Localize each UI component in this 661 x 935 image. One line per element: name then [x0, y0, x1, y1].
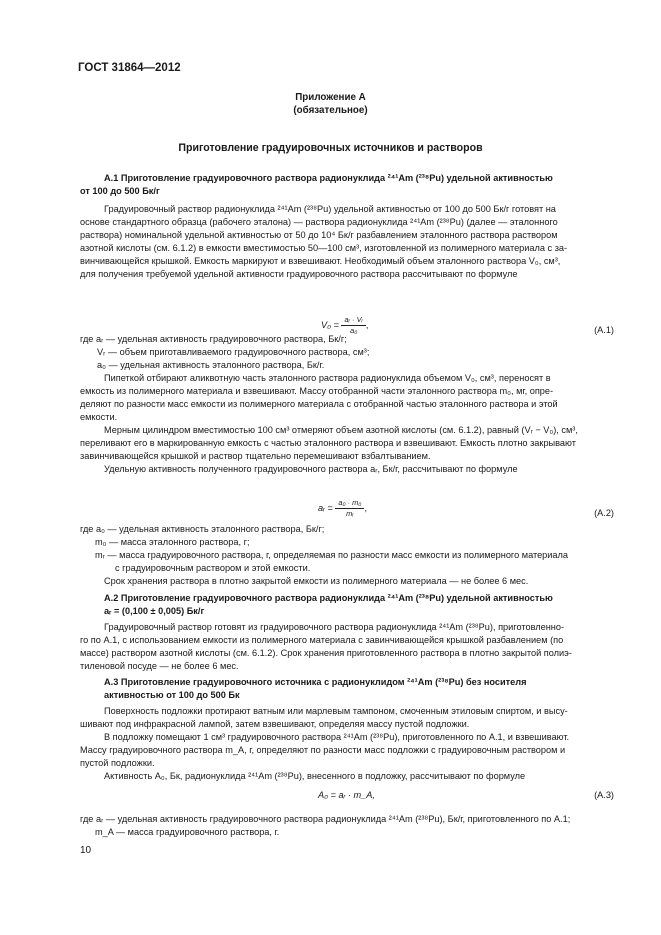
section-a1-heading-cont: от 100 до 500 Бк/г	[80, 186, 160, 196]
formula-fraction	[335, 498, 364, 519]
section-a3-heading-cont: активностью от 100 до 500 Бк	[104, 690, 240, 700]
where-line: Vᵣ — объем приготавливаемого градуировочного раствора, см³;	[97, 347, 370, 357]
equation-number: (А.1)	[594, 325, 614, 335]
formula-denominator: mᵣ	[346, 509, 354, 518]
equation-number: (А.3)	[594, 790, 614, 800]
paragraph-line: го по А.1, с использованием емкости из полимерного материала с завинчивающейся крышкой разбавлением (по	[80, 635, 564, 645]
formula-denominator: a₀	[350, 326, 358, 335]
paragraph-line: раствора) номинальной удельной активностью от 50 до 10⁴ Бк/г разбавлением эталонного раствора раствором	[80, 230, 558, 240]
paragraph-line: азотной кислоты (см. 6.1.2) в емкости вместимостью 50—100 см³, изготовленной из полимерного материала с за-	[80, 243, 568, 253]
paragraph-line: емкость из полимерного материала и взвешивают. Массу отобранной части эталонного раствора m₀, мг, опре-	[80, 386, 554, 396]
appendix-title: Приложение А	[295, 92, 366, 103]
formula-tail: ,	[365, 319, 369, 330]
paragraph-line: основе стандартного образца (рабочего эталона) — раствора радионуклида ²⁴¹Am (²³⁸Pu) (далее — эталонного	[80, 217, 558, 227]
where-line: где aᵣ — удельная активность градуировочного раствора, Бк/г;	[80, 334, 347, 344]
paragraph-line: Мерным цилиндром вместимостью 100 см³ отмеряют объем азотной кислоты (см. 6.1.2), равный (Vᵣ − V₀), см³,	[104, 425, 578, 435]
formula-expression: A₀ = aᵣ · m_A,	[318, 790, 375, 800]
formula-a3	[318, 790, 375, 800]
paragraph-line: емкости.	[80, 412, 118, 422]
where-line: с градуировочным раствором и этой емкости.	[115, 563, 311, 573]
section-a2-heading-cont: aᵣ = (0,100 ± 0,005) Бк/г	[104, 606, 205, 616]
equation-number: (А.2)	[594, 508, 614, 518]
where-line: где aᵣ — удельная активность градуировочного раствора радионуклида ²⁴¹Am (²³⁸Pu), Бк/г, приготовленного по А.1;	[80, 814, 571, 824]
section-a2-heading: А.2 Приготовление градуировочного раствора радионуклида ²⁴¹Am (²³⁸Pu) удельной активностью	[104, 593, 553, 603]
formula-numerator: a₀ · m₀	[335, 498, 364, 509]
main-title: Приготовление градуировочных источников и растворов	[178, 142, 483, 154]
formula-numerator: aᵣ · Vᵣ	[341, 315, 365, 326]
paragraph-line: Активность A₀, Бк, радионуклида ²⁴¹Am (²³⁸Pu), внесенного в подложку, рассчитывают по формуле	[104, 771, 526, 781]
where-line: m₀ — масса эталонного раствора, г;	[95, 537, 250, 547]
paragraph-line: Поверхность подложки протирают ватным или марлевым тампоном, смоченным этиловым спиртом, и высу-	[104, 706, 568, 716]
formula-a2	[318, 498, 367, 519]
paragraph-line: В подложку помещают 1 см³ градуировочного раствора ²⁴¹Am (²³⁸Pu), приготовленного по А.1, и взвешивают.	[104, 732, 570, 742]
where-line: mᵣ — масса градуировочного раствора, г, определяемая по разности масс емкости из полимерного материала	[95, 550, 569, 560]
paragraph-line: Срок хранения раствора в плотно закрытой емкости из полимерного материала — не более 6 мес.	[104, 576, 529, 586]
section-a1-heading: А.1 Приготовление градуировочного раствора радионуклида ²⁴¹Am (²³⁸Pu) удельной активностью	[104, 173, 553, 183]
paragraph-line: массе) раствором азотной кислоты (см. 6.1.2). Срок хранения приготовленного раствора в плотно закрытой полиэ-	[80, 648, 572, 658]
paragraph-line: Градуировочный раствор радионуклида ²⁴¹Am (²³⁸Pu) удельной активностью от 100 до 500 Бк/г готовят на	[104, 204, 556, 214]
paragraph-line: Массу градуировочного раствора m_A, г, определяют по разности масс подложки с градуировочным раствором и	[80, 745, 566, 755]
paragraph-line: винчивающейся крышкой. Емкость маркируют и взвешивают. Необходимый объем эталонного раствора V₀, см³,	[80, 256, 561, 266]
paragraph-line: деляют по разности масс емкости из полимерного материала с отобранной частью эталонного раствора и этой	[80, 399, 558, 409]
formula-lhs: aᵣ =	[318, 502, 333, 513]
paragraph-line: Пипеткой отбирают аликвотную часть эталонного раствора радионуклида объемом V₀, см³, переносят в	[104, 373, 551, 383]
paragraph-line: Градуировочный раствор готовят из градуировочного раствора радионуклида ²⁴¹Am (²³⁸Pu), приготовленно-	[104, 622, 565, 632]
paragraph-line: тиленовой посуде — не более 6 мес.	[80, 661, 239, 671]
paragraph-line: пустой подложки.	[80, 758, 155, 768]
section-a3-heading: А.3 Приготовление градуировочного источника с радионуклидом ²⁴¹Am (²³⁸Pu) без носителя	[104, 677, 527, 687]
paragraph-line: для получения требуемой удельной активности градуировочного раствора рассчитывают по формуле	[80, 269, 518, 279]
paragraph-line: переливают его в маркированную емкость с частью эталонного раствора и взвешивают. Емкость плотно закрывают	[80, 438, 576, 448]
where-line: a₀ — удельная активность эталонного раствора, Бк/г.	[97, 360, 325, 370]
standard-header: ГОСТ 31864—2012	[78, 62, 181, 74]
appendix-note: (обязательное)	[293, 105, 368, 116]
paragraph-line: шивают под инфракрасной лампой, затем взвешивают, определяя массу пустой подложки.	[80, 719, 470, 729]
where-line: где a₀ — удельная активность эталонного раствора, Бк/г;	[80, 524, 325, 534]
paragraph-line: Удельную активность полученного градуировочного раствора aᵣ, Бк/г, рассчитывают по формуле	[104, 464, 518, 474]
formula-tail: ,	[364, 502, 367, 513]
where-line: m_A — масса градуировочного раствора, г.	[95, 827, 280, 837]
page-number: 10	[80, 845, 92, 856]
paragraph-line: завинчивающейся крышкой и раствор тщательно перемешивают взбалтыванием.	[80, 451, 431, 461]
formula-lhs: V₀ =	[321, 319, 339, 330]
